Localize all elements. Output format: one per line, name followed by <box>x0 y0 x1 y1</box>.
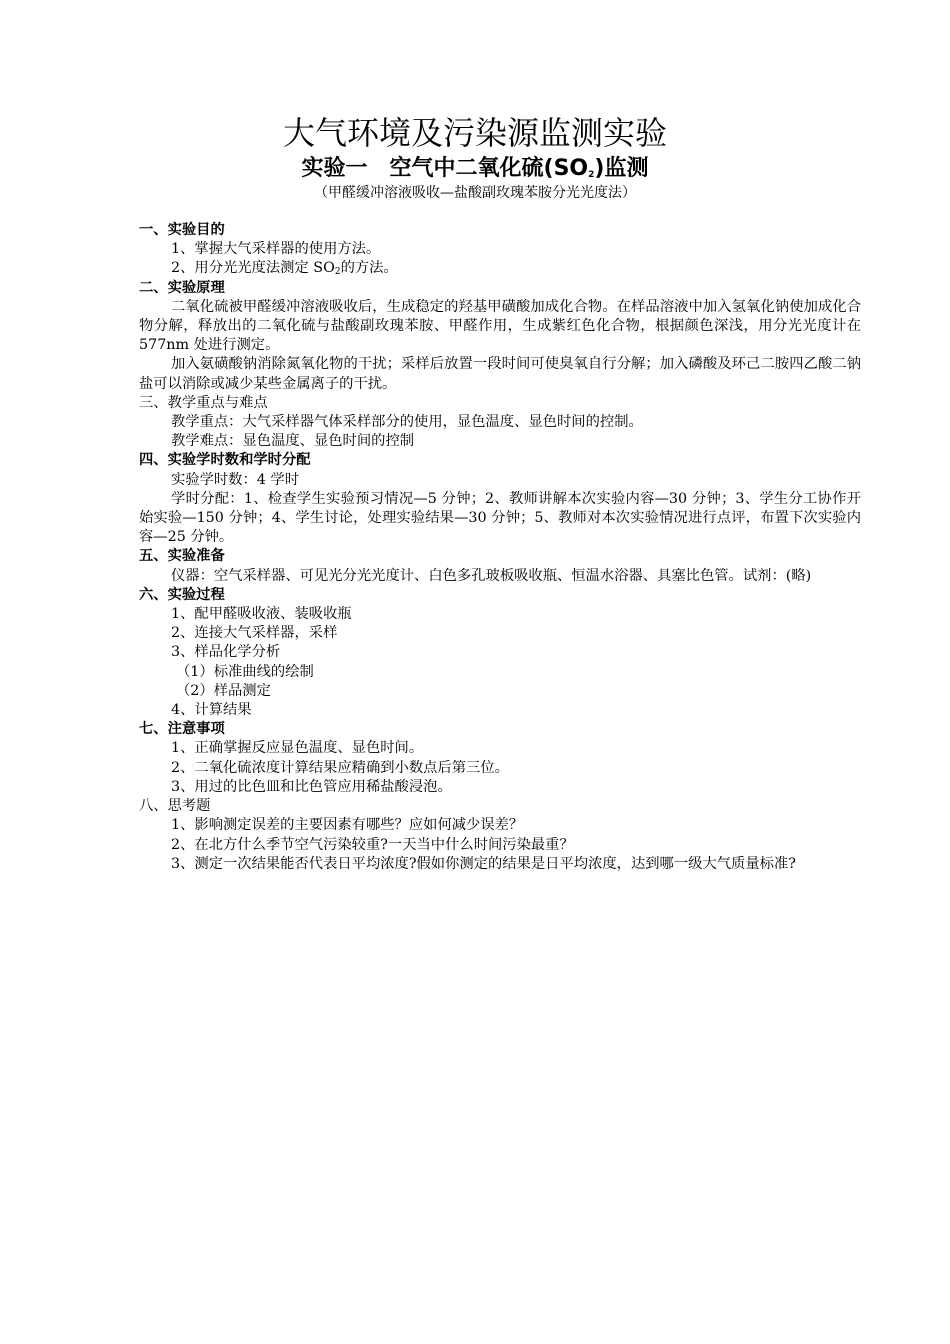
list-item: 3、用过的比色皿和比色管应用稀盐酸浸泡。 <box>171 778 452 795</box>
list-item: 实验学时数：4 学时 <box>171 471 300 488</box>
list-item: 2、连接大气采样器，采样 <box>171 625 338 642</box>
document-title: 大气环境及污染源监测实验 <box>282 114 667 152</box>
sub-list-item: （2）样品测定 <box>176 682 271 699</box>
paragraph: 二氧化硫被甲醛缓冲溶液吸收后，生成稳定的羟基甲磺酸加成化合物。在样品溶液中加入氢氧化钠使加成化合物分解，释放出的二氧化硫与盐酸副玫瑰苯胺、甲醛作用，生成紫红色化合物，根据颜色深浅，用分光光度计在 577nm 处进行测定。 <box>139 298 861 354</box>
list-item: 4、计算结果 <box>171 702 252 719</box>
section-heading-preparation: 五、实验准备 <box>139 548 225 565</box>
section-heading-key-points: 三、教学重点与难点 <box>139 394 268 411</box>
experiment-title <box>0 154 950 184</box>
paragraph: 仪器：空气采样器、可见光分光光度计、白色多孔玻板吸收瓶、恒温水浴器、具塞比色管。试剂：(略) <box>171 567 812 584</box>
list-item: 1、配甲醛吸收液、装吸收瓶 <box>171 606 352 623</box>
list-item: 3、样品化学分析 <box>171 644 281 661</box>
section-heading-procedure: 六、实验过程 <box>139 586 225 603</box>
section-heading-questions: 八、思考题 <box>139 798 211 815</box>
experiment-number: 实验一 <box>301 156 368 181</box>
sub-list-item: （1）标准曲线的绘制 <box>176 663 314 680</box>
list-item: 1、影响测定误差的主要因素有哪些？应如何减少误差？ <box>171 817 524 834</box>
list-item: 2、二氧化硫浓度计算结果应精确到小数点后第三位。 <box>171 759 509 776</box>
paragraph: 加入氨磺酸钠消除氮氧化物的干扰；采样后放置一段时间可使臭氧自行分解；加入磷酸及环己二胺四乙酸二钠盐可以消除或减少某些金属离子的干扰。 <box>139 356 861 392</box>
document-body <box>139 221 861 874</box>
section-heading-hours: 四、实验学时数和学时分配 <box>139 452 311 469</box>
paragraph: 3、测定一次结果能否代表日平均浓度?假如你测定的结果是日平均浓度，达到哪一级大气质量标准? <box>171 855 796 872</box>
section-heading-purpose: 一、实验目的 <box>139 222 225 238</box>
paragraph: 学时分配：1、检查学生实验预习情况—5 分钟；2、教师讲解本次实验内容—30 分钟；3、学生分工协作开始实验—150 分钟；4、学生讨论，处理实验结果—30 分钟；5、教师对本次实验情况进行点评，布置下次实验内容—25 分钟。 <box>139 490 861 546</box>
list-item: 2、在北方什么季节空气污染较重?一天当中什么时间污染最重？ <box>171 836 574 853</box>
list-item: 教学重点：大气采样器气体采样部分的使用，显色温度、显色时间的控制。 <box>171 414 643 431</box>
list-item: 1、掌握大气采样器的使用方法。 <box>171 241 381 258</box>
section-heading-notes: 七、注意事项 <box>139 721 225 738</box>
list-item: 教学难点：显色温度、显色时间的控制 <box>171 433 415 450</box>
list-item: 2、用分光光度法测定 $SO_2$的方法。 <box>171 260 398 278</box>
method-subtitle: （甲醛缓冲溶液吸收—盐酸副玫瑰苯胺分光光度法） <box>314 185 636 201</box>
experiment-name: 空气中二氧化硫$(SO_2)$监测 <box>389 156 649 181</box>
section-heading-principle: 二、实验原理 <box>139 279 225 296</box>
list-item: 1、正确掌握反应显色温度、显色时间。 <box>171 740 424 757</box>
